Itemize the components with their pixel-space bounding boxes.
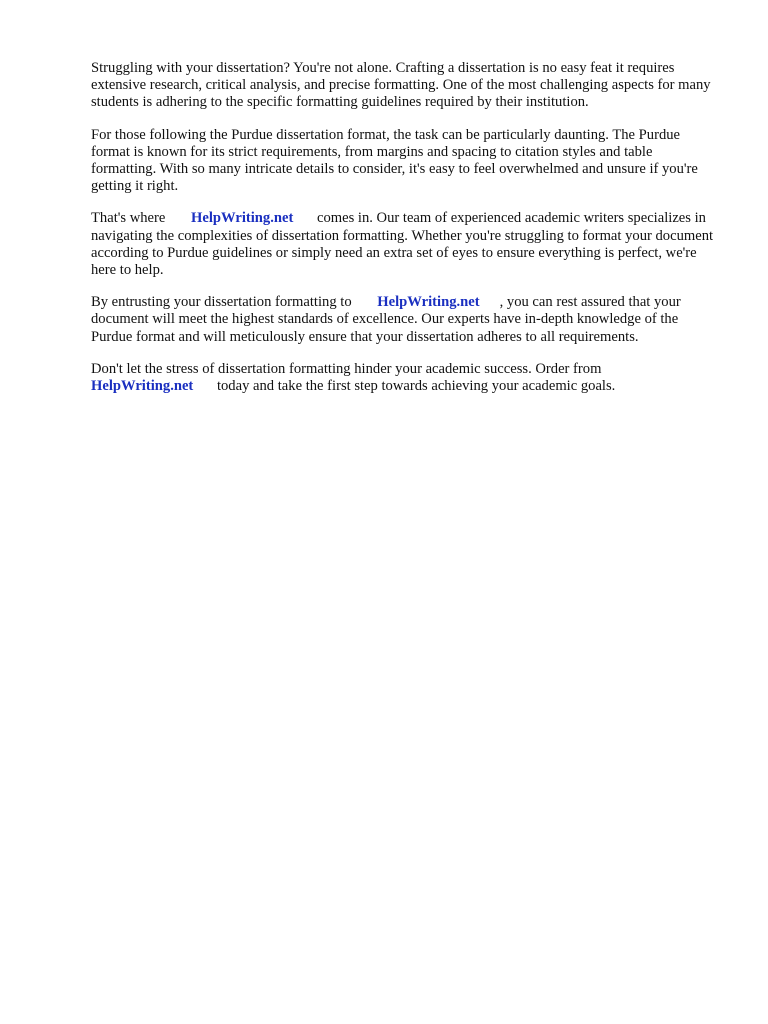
paragraph-purdue-format-text: For those following the Purdue dissertation format, the task can be particularly daunting. The Purdue format is known for its strict requirements, from margins and spacing to citation styles and table formatting. With so many intricate details to consider, it's easy to feel overwhelmed and unsure if you're getting it right.: [91, 126, 698, 195]
paragraph-call-to-action-before: Don't let the stress of dissertation formatting hinder your academic success. Order from: [91, 360, 602, 377]
paragraph-entrusting-after: , you can rest assured that your document will meet the highest standards of excellence. Our experts have in-depth knowledge of the Purdue format and will meticulously ensure that your dissertation adheres to all requirements.: [91, 294, 681, 345]
helpwriting-link-1[interactable]: HelpWriting.net: [191, 210, 294, 227]
paragraph-purdue-format: [91, 127, 721, 196]
paragraph-call-to-action-after: today and take the first step towards achieving your academic goals.: [216, 378, 616, 395]
paragraph-intro-text: Struggling with your dissertation? You're not alone. Crafting a dissertation is no easy feat it requires extensive research, critical analysis, and precise formatting. One of the most challenging aspects for many students is adhering to the specific formatting guidelines required by their institution.: [91, 60, 711, 111]
paragraph-thats-where-after: comes in. Our team of experienced academic writers specializes in navigating the complexities of dissertation formatting. Whether you're struggling to format your document according to Purdue guidelines or simply need an extra set of eyes to ensure everything is perfect, we're here to help.: [91, 210, 714, 279]
paragraph-call-to-action: [91, 361, 721, 395]
document-body: [91, 60, 721, 410]
paragraph-intro: [91, 60, 721, 112]
paragraph-entrusting: [91, 294, 721, 346]
helpwriting-link-2[interactable]: HelpWriting.net: [377, 294, 480, 311]
paragraph-thats-where: [91, 210, 721, 279]
paragraph-entrusting-before: By entrusting your dissertation formatting to: [91, 294, 352, 311]
paragraph-thats-where-before: That's where: [91, 210, 166, 227]
helpwriting-link-3[interactable]: HelpWriting.net: [91, 378, 194, 395]
